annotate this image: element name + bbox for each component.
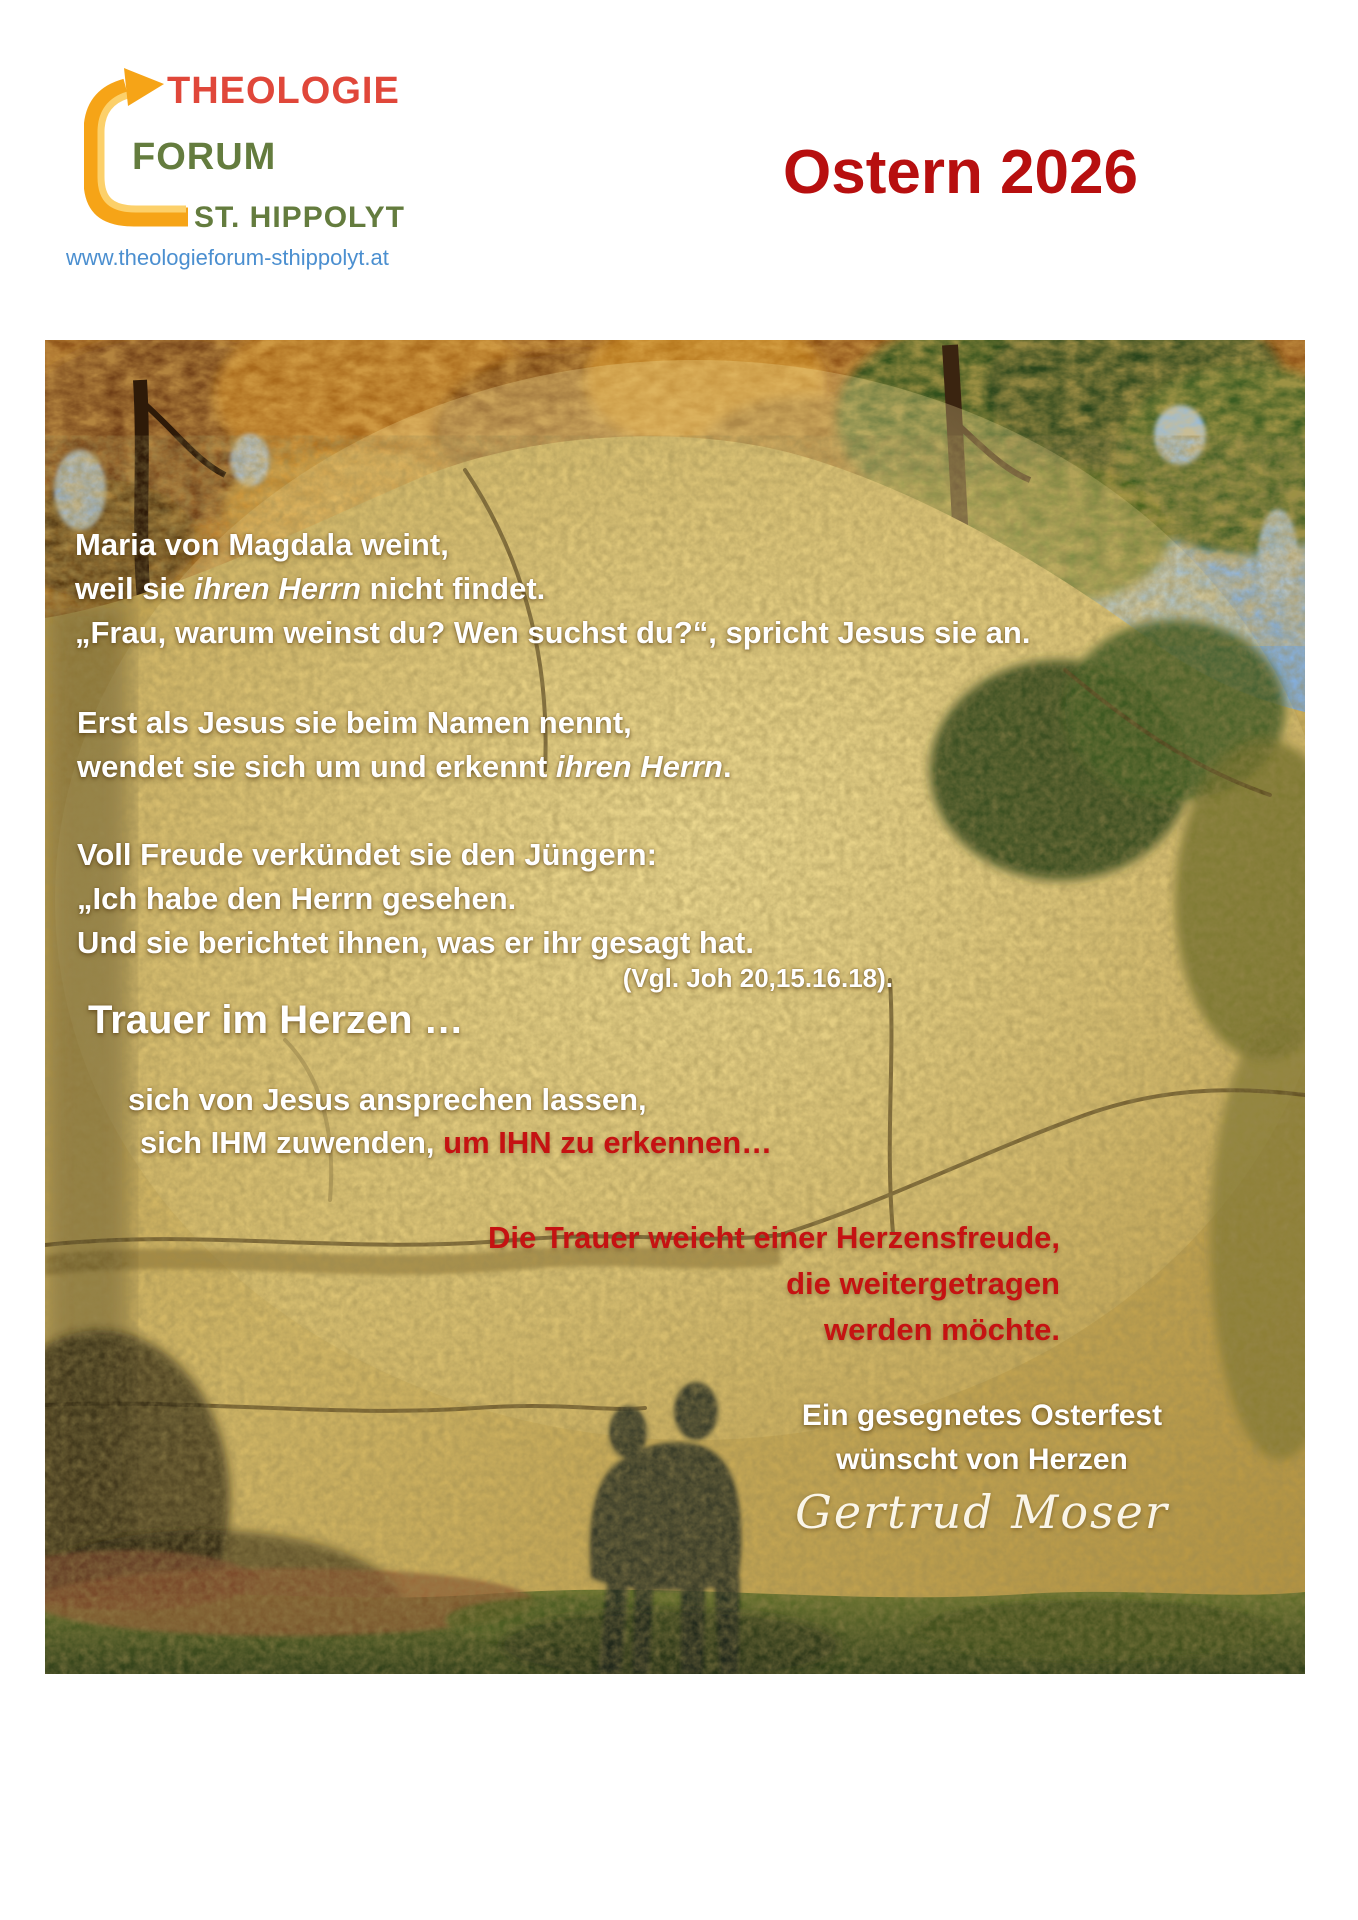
reflection-line2: sich IHM zuwenden, um IHN zu erkennen…: [140, 1125, 773, 1160]
reflection-line1: sich von Jesus ansprechen lassen,: [128, 1082, 647, 1117]
verse1-line3: „Frau, warum weinst du? Wen suchst du?“, spricht Jesus sie an.: [75, 615, 1031, 650]
wish-block: [732, 1394, 1232, 1482]
bible-citation: (Vgl. Joh 20,15.16.18).: [622, 963, 893, 993]
signature: Gertrud Moser: [795, 1485, 1169, 1539]
logo-text-st-hippolyt: ST. HIPPOLYT: [194, 201, 405, 234]
verse3-line1: Voll Freude verkündet sie den Jüngern:: [77, 837, 657, 872]
verse2-line1: Erst als Jesus sie beim Namen nennt,: [77, 705, 632, 740]
logo-text-forum: FORUM: [132, 136, 277, 178]
red-message-line1: Die Trauer weicht einer Herzensfreude,: [488, 1220, 1060, 1255]
verse1-line1: Maria von Magdala weint,: [75, 527, 449, 562]
header: [0, 0, 1358, 340]
section-heading: Trauer im Herzen …: [88, 998, 464, 1042]
verse1-line2: weil sie ihren Herrn nicht findet.: [75, 571, 546, 606]
red-message-line3: werden möchte.: [824, 1312, 1060, 1347]
easter-photo: [45, 340, 1305, 1674]
wish-line1: Ein gesegnetes Osterfest: [801, 1399, 1163, 1432]
wish-line2: wünscht von Herzen: [836, 1443, 1128, 1476]
verse3-line3: Und sie berichtet ihnen, was er ihr gesagt hat.: [77, 925, 754, 960]
website-url: www.theologieforum-sthippolyt.at: [66, 245, 389, 270]
red-message-line2: die weitergetragen: [786, 1266, 1060, 1301]
page-title: Ostern 2026: [783, 138, 1138, 207]
logo-text-theologie: THEOLOGIE: [167, 70, 400, 112]
verse3-line2: „Ich habe den Herrn gesehen.: [77, 881, 517, 916]
red-message-block: [488, 1215, 1060, 1353]
verse2-line2: wendet sie sich um und erkennt ihren Herrn.: [77, 749, 732, 784]
